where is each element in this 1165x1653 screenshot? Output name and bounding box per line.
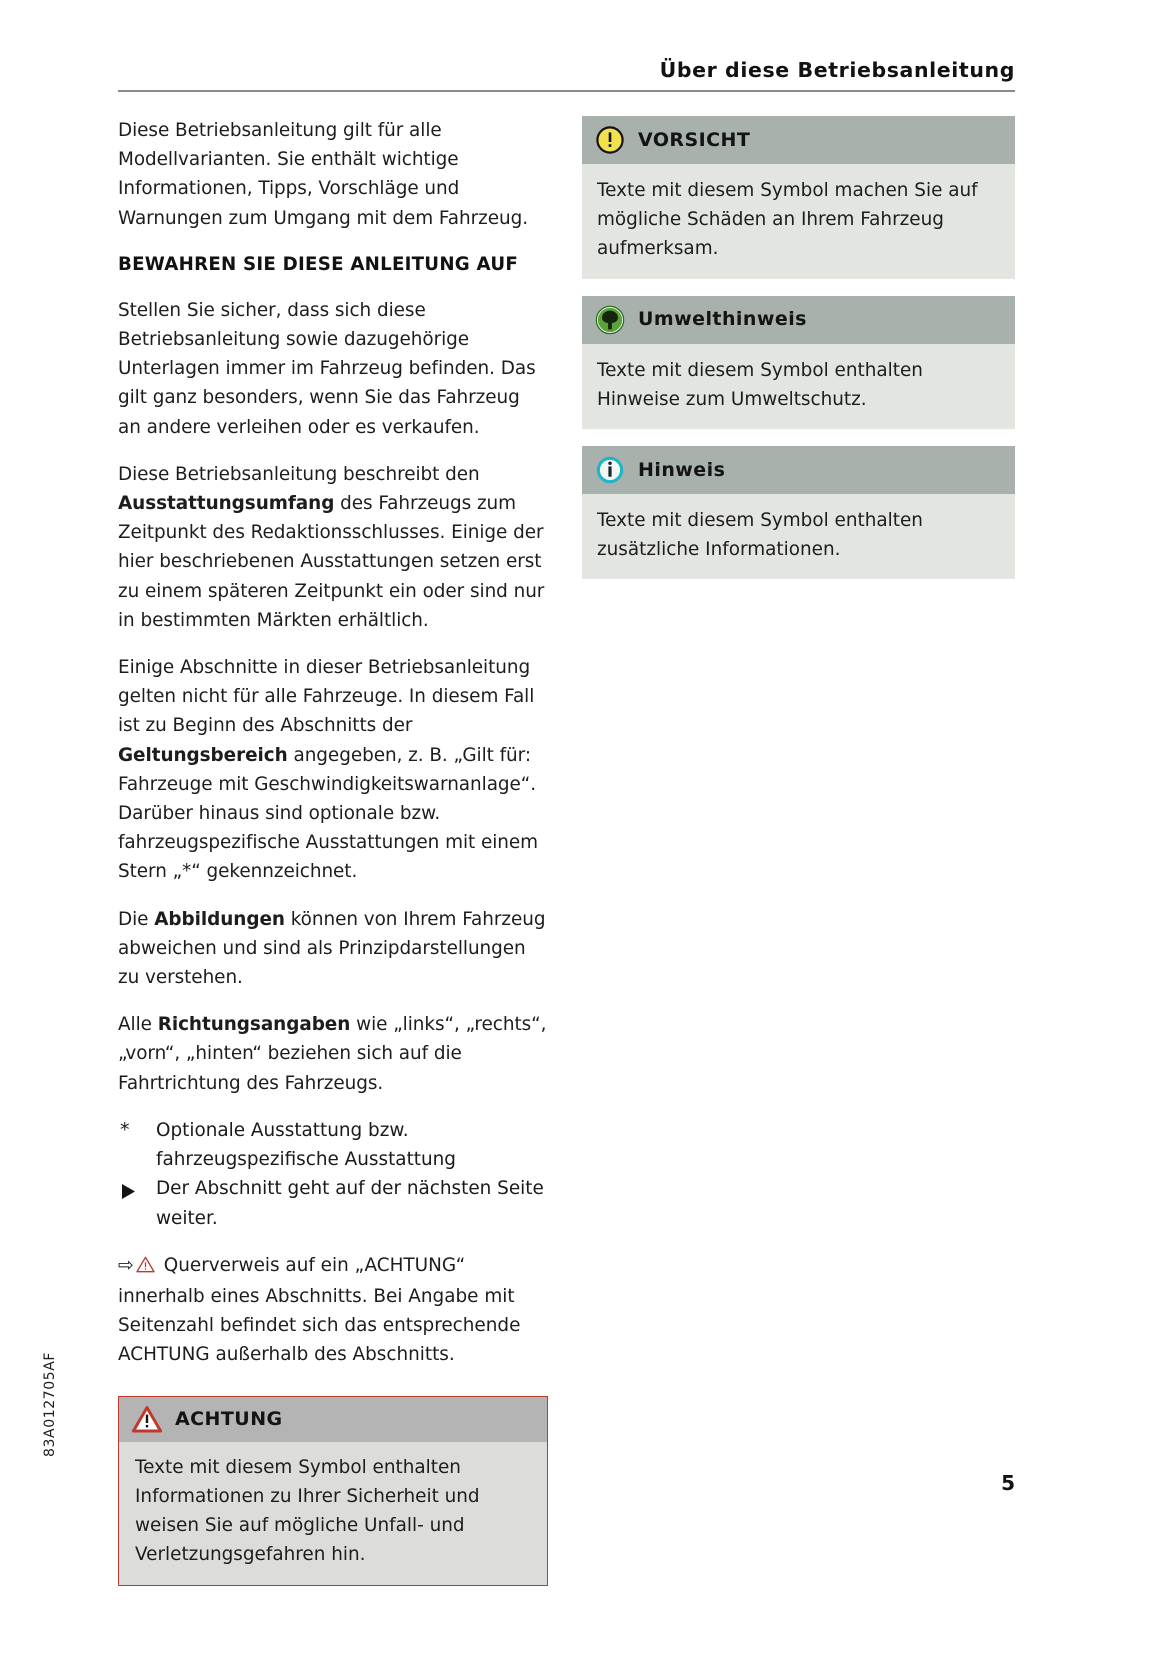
achtung-callout-body: Texte mit diesem Symbol enthalten Informationen zu Ihrer Sicherheit und weisen Sie auf mögliche Unfall- und Verletzungsgefahren hin.: [135, 1456, 480, 1566]
vorsicht-callout-title: VORSICHT: [638, 128, 751, 151]
caution-exclamation-icon: [595, 125, 625, 155]
achtung-callout-box: [118, 1396, 548, 1587]
list-item: [118, 1174, 548, 1232]
scope-of-validity-paragraph: [118, 653, 548, 887]
cross-reference-text: Querverweis auf ein „ACHTUNG“ innerhalb eines Abschnitts. Bei Angabe mit Seitenzahl befindet sich das entsprechende ACHTUNG außerhalb des Abschnitts.: [118, 1254, 521, 1366]
validity-text-2: angegeben, z. B. „Gilt für: Fahrzeuge mit Geschwindigkeitswarnanlage“. Darüber hinaus sind optionale bzw. fahrzeugspezifische Ausstattungen mit einem Stern „*“ gekennzeichnet.: [118, 744, 539, 883]
continuation-marker-description: Der Abschnitt geht auf der nächsten Seite weiter.: [156, 1178, 544, 1229]
asterisk-marker-description: Optionale Ausstattung bzw. fahrzeugspezifische Ausstattung: [156, 1119, 456, 1171]
section-subheading: BEWAHREN SIE DIESE ANLEITUNG AUF: [118, 253, 519, 275]
umwelthinweis-callout-box: [582, 296, 1015, 429]
legend-marker-list: [118, 1116, 548, 1233]
asterisk-marker: *: [120, 1118, 130, 1141]
equipment-scope-text-1: Diese Betriebsanleitung beschreibt den: [118, 463, 480, 485]
hinweis-callout-body: Texte mit diesem Symbol enthalten zusätzliche Informationen.: [597, 510, 923, 561]
rightwards-arrow-icon: ⇨: [118, 1253, 134, 1276]
achtung-callout-header: [119, 1397, 547, 1442]
equipment-scope-bold: Ausstattungsumfang: [118, 493, 335, 515]
hinweis-callout-header: [582, 446, 1015, 494]
warning-triangle-icon: [132, 1406, 162, 1433]
left-column: [118, 116, 548, 1603]
keep-manual-paragraph: Stellen Sie sicher, dass sich diese Betriebsanleitung sowie dazugehörige Unterlagen immer im Fahrzeug befinden. Das gilt ganz besonders, wenn Sie das Fahrzeug an andere verleihen oder es verkaufen.: [118, 299, 536, 438]
triangle-right-marker: [118, 1174, 156, 1232]
equipment-scope-paragraph: [118, 460, 548, 635]
vorsicht-callout-header: [582, 116, 1015, 164]
illustrations-bold: Abbildungen: [154, 908, 285, 930]
warning-triangle-icon: [136, 1253, 155, 1282]
list-item: [118, 1116, 548, 1174]
intro-paragraph: Diese Betriebsanleitung gilt für alle Modellvarianten. Sie enthält wichtige Informationen, Tipps, Vorschläge und Warnungen zum Umgang mit dem Fahrzeug.: [118, 120, 528, 229]
directions-text-2: wie „links“, „rechts“, „vorn“, „hinten“ beziehen sich auf die Fahrtrichtung des Fahrzeugs.: [118, 1014, 547, 1094]
page-number: 5: [1001, 1471, 1015, 1495]
vorsicht-callout-box: [582, 116, 1015, 279]
illustrations-text-2: können von Ihrem Fahrzeug abweichen und sind als Prinzipdarstellungen zu verstehen.: [118, 908, 546, 989]
validity-bold: Geltungsbereich: [118, 744, 288, 766]
achtung-callout-title: ACHTUNG: [175, 1407, 283, 1430]
environment-tree-icon: [595, 305, 625, 335]
page-title: Über diese Betriebsanleitung: [659, 58, 1015, 82]
spine-document-code: 83A012705AF: [42, 1351, 58, 1457]
info-circle-icon: [595, 455, 625, 485]
validity-text-1: Einige Abschnitte in dieser Betriebsanleitung gelten nicht für alle Fahrzeuge. In diesem Fall ist zu Beginn des Abschnitts der: [118, 657, 535, 737]
cross-reference-paragraph: [118, 1251, 548, 1370]
hinweis-callout-box: [582, 446, 1015, 579]
directions-paragraph: [118, 1010, 548, 1098]
umwelthinweis-callout-body: Texte mit diesem Symbol enthalten Hinweise zum Umweltschutz.: [597, 359, 923, 410]
umwelthinweis-callout-title: Umwelthinweis: [638, 308, 807, 331]
hinweis-callout-title: Hinweis: [638, 458, 726, 481]
header-divider: [118, 90, 1015, 92]
equipment-scope-text-2: des Fahrzeugs zum Zeitpunkt des Redaktionsschlusses. Einige der hier beschriebenen Ausstattungen setzen erst zu einem späteren Zeitpunkt ein oder sind nur in bestimmten Märkten erhältlich.: [118, 493, 545, 631]
directions-text-1: Alle: [118, 1014, 158, 1036]
right-column: [582, 116, 1015, 596]
umwelthinweis-callout-header: [582, 296, 1015, 344]
illustrations-text-1: Die: [118, 908, 155, 930]
vorsicht-callout-body: Texte mit diesem Symbol machen Sie auf mögliche Schäden an Ihrem Fahrzeug aufmerksam.: [597, 180, 978, 260]
running-header: [118, 58, 1015, 83]
illustrations-paragraph: [118, 905, 548, 993]
directions-bold: Richtungsangaben: [157, 1014, 351, 1036]
